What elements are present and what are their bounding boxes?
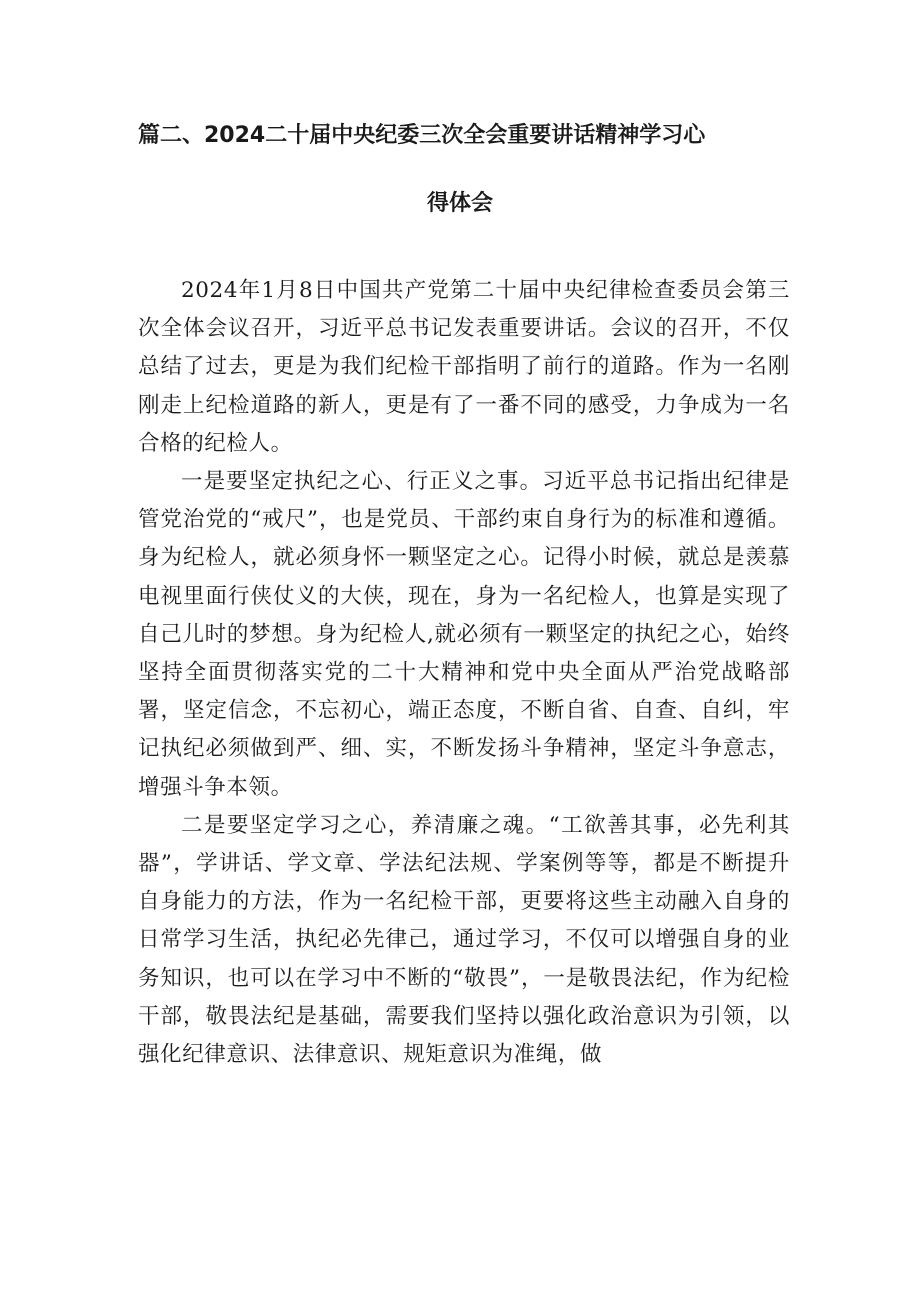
paragraph-point-one: 一是要坚定执纪之心、行正义之事。习近平总书记指出纪律是管党治党的“戒尺”，也是党员、干部约束自身行为的标准和遵循。身为纪检人，就必须身怀一颗坚定之心。记得小时候，就总是羡慕电视里面行侠仗义的大侠，现在，身为一名纪检人，也算是实现了自己儿时的梦想。身为纪检人,就必须有一颗坚定的执纪之心，始终坚持全面贯彻落实党的二十大精神和党中央全面从严治党战略部署，坚定信念，不忘初心，端正态度，不断自省、自查、自纠，牢记执纪必须做到严、细、实，不断发扬斗争精神，坚定斗争意志，增强斗争本领。	[138, 469, 790, 800]
document-title-line-1: 篇二、2024二十届中央纪委三次全会重要讲话精神学习心	[138, 123, 706, 148]
paragraph-intro: 2024年1月8日中国共产党第二十届中央纪律检查委员会第三次全体会议召开，习近平总书记发表重要讲话。会议的召开，不仅总结了过去，更是为我们纪检干部指明了前行的道路。作为一名刚刚走上纪检道路的新人，更是有了一番不同的感受，力争成为一名合格的纪检人。	[138, 278, 790, 456]
paragraph-point-two: 二是要坚定学习之心，养清廉之魂。“工欲善其事，必先利其器”，学讲话、学文章、学法纪法规、学案例等等，都是不断提升自身能力的方法，作为一名纪检干部，更要将这些主动融入自身的日常学习生活，执纪必先律己，通过学习，不仅可以增强自身的业务知识，也可以在学习中不断的“敬畏”，一是敬畏法纪，作为纪检干部，敬畏法纪是基础，需要我们坚持以强化政治意识为引领，以强化纪律意识、法律意识、规矩意识为准绳，做	[138, 812, 790, 1068]
document-body	[138, 272, 790, 1074]
document-title-line-2: 得体会	[426, 191, 493, 216]
